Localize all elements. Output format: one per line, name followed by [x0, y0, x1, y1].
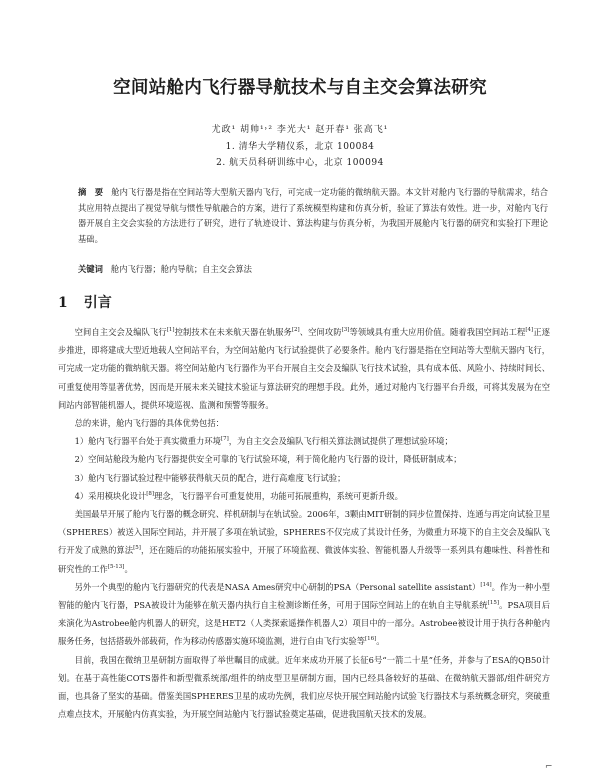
- paragraph: 美国最早开展了舱内飞行器的概念研究、样机研制与在轨试验。2006年，3颗由MIT研制的同步位置保持、连通与再定向试验卫星（SPHERES）被送入国际空间站，并开展了多项在轨试验，SPHERES不仅完成了其设计任务，为微重力环境下的自主交会及编队飞行开发了成熟的算法[5]，还在随后的功能拓展实验中，开展了环境监视、微波体实验、智能机器人升级等一系列具有趣味性、科普性和研究性的工作[5-13]。: [58, 509, 550, 574]
- author-list: 尤政¹ 胡帅¹˒² 李光大¹ 赵开春¹ 张高飞¹: [211, 125, 389, 135]
- paragraph: 空间自主交会及编队飞行[1]控制技术在未来航天器在轨服务[2]、空间攻防[3]等领域具有重大应用价值。随着我国空间站工程[4]正逐步推进，即将建成大型近地载人空间站平台，为空间站舱内飞行试验提供了必要条件。舱内飞行器是指在空间站等大型航天器内飞行，可完成一定功能的微纳航天器。将空间站舱内飞行器作为平台开展自主交会及编队飞行技术试验，具有成本低、风险小、持续时间长、可重复使用等显著优势，因而是开展未来关键技术验证与算法研究的理想手段。此外，通过对舱内飞行器平台升级，可将其发展为在空间站内部智能机器人，提供环境巡视、监测和预警等服务。: [58, 327, 550, 410]
- paper-title: 空间站舱内飞行器导航技术与自主交会算法研究: [113, 78, 487, 98]
- corner-mark: ⌐: [545, 762, 553, 772]
- paragraph: 总的来讲，舱内飞行器的具体优势包括：: [74, 418, 224, 429]
- paragraph: 目前，我国在微纳卫星研制方面取得了举世瞩目的成就。近年来成功开展了长征6号“一箭二十星”任务，并参与了ESA的QB50计划。在基于高性能COTS器件和新型微系统部/组件的纳皮型卫星研制方面，国内已经具备较好的基础、在微纳航天器部/组件研究方面，也具备了坚实的基础。借鉴美国SPHERES卫星的成功先例，我们应尽快开展空间站舱内试验飞行器技术与系统概念研究，突破重点难点技术，开展舱内仿真实验，为开展空间站舱内飞行器试验奠定基础，促进我国航天技术的发展。: [58, 654, 550, 720]
- list-item: 2）空间站舱段为舱内飞行器提供安全可靠的飞行试验环境，利于简化舱内飞行器的设计，降低研制成本；: [74, 454, 462, 465]
- citation: [3]: [341, 327, 350, 334]
- citation: [5]: [133, 545, 141, 552]
- abstract-text: 舱内飞行器是指在空间站等大型航天器内飞行，可完成一定功能的微纳航天器。本文针对舱内飞行器的导航需求，结合其应用特点提出了视觉导航与惯性导航融合的方案，进行了系统模型构建和仿真分析，验证了算法有效性。进一步，对舱内飞行器开展自主交会实验的方法进行了研究，进行了轨迹设计、算法构建与仿真分析，为我国开展舱内飞行器的研究和实验打下理论基础。: [78, 187, 548, 244]
- keywords-label: 关键词: [78, 264, 103, 274]
- affiliation-1: 1. 清华大学精仪系，北京 100084: [225, 142, 375, 152]
- citation: [14]: [480, 582, 492, 589]
- citation: [16]: [365, 636, 377, 643]
- paragraph: 另外一个典型的舱内飞行器研究的代表是NASA Ames研究中心研制的PSA（Personal satellite assistant）[14]。作为一种小型智能的舱内飞行器，PSA被设计为能够在航天器内执行自主检测诊断任务，可用于国际空间站上的在轨自主导航系统[15]。PSA项目后来演化为Astrobee舱内机器人的研究，这是HET2（人类探索遥操作机器人2）项目中的一部分。Astrobee被设计用于执行各种舱内服务任务，包括搭载外部载荷，作为移动传感器实施环境监测，进行自由飞行实验等[16]。: [58, 581, 551, 647]
- keywords-text: 舱内飞行器；舱内导航；自主交会算法: [110, 264, 252, 274]
- citation: [2]: [291, 327, 300, 334]
- list-item: 3）舱内飞行器试验过程中能够获得航天员的配合，进行高难度飞行试验；: [74, 472, 346, 483]
- body-text: [58, 323, 550, 723]
- citation: [7]: [220, 436, 229, 443]
- abstract-label: 摘 要: [78, 187, 104, 197]
- citation: [8]: [146, 491, 155, 498]
- list-item: 1）舱内飞行器平台处于真实微重力环境[7]，为自主交会及编队飞行相关算法测试提供了理想试验环境；: [74, 436, 453, 447]
- section-title: 引言: [83, 295, 112, 311]
- citation: [4]: [525, 327, 534, 334]
- citation: [1]: [166, 327, 175, 334]
- list-item: 4）采用模块化设计[8]理念，飞行器平台可重复使用，功能可拓展重构，系统可更新升级。: [74, 490, 403, 501]
- affiliation-2: 2. 航天员科研训练中心，北京 100094: [216, 158, 384, 168]
- citation: [15]: [487, 600, 499, 607]
- abstract: [78, 185, 548, 247]
- section-number: 1: [58, 295, 68, 311]
- keywords: [78, 262, 548, 277]
- citation: [5-13]: [107, 563, 125, 570]
- section-heading: [58, 292, 112, 312]
